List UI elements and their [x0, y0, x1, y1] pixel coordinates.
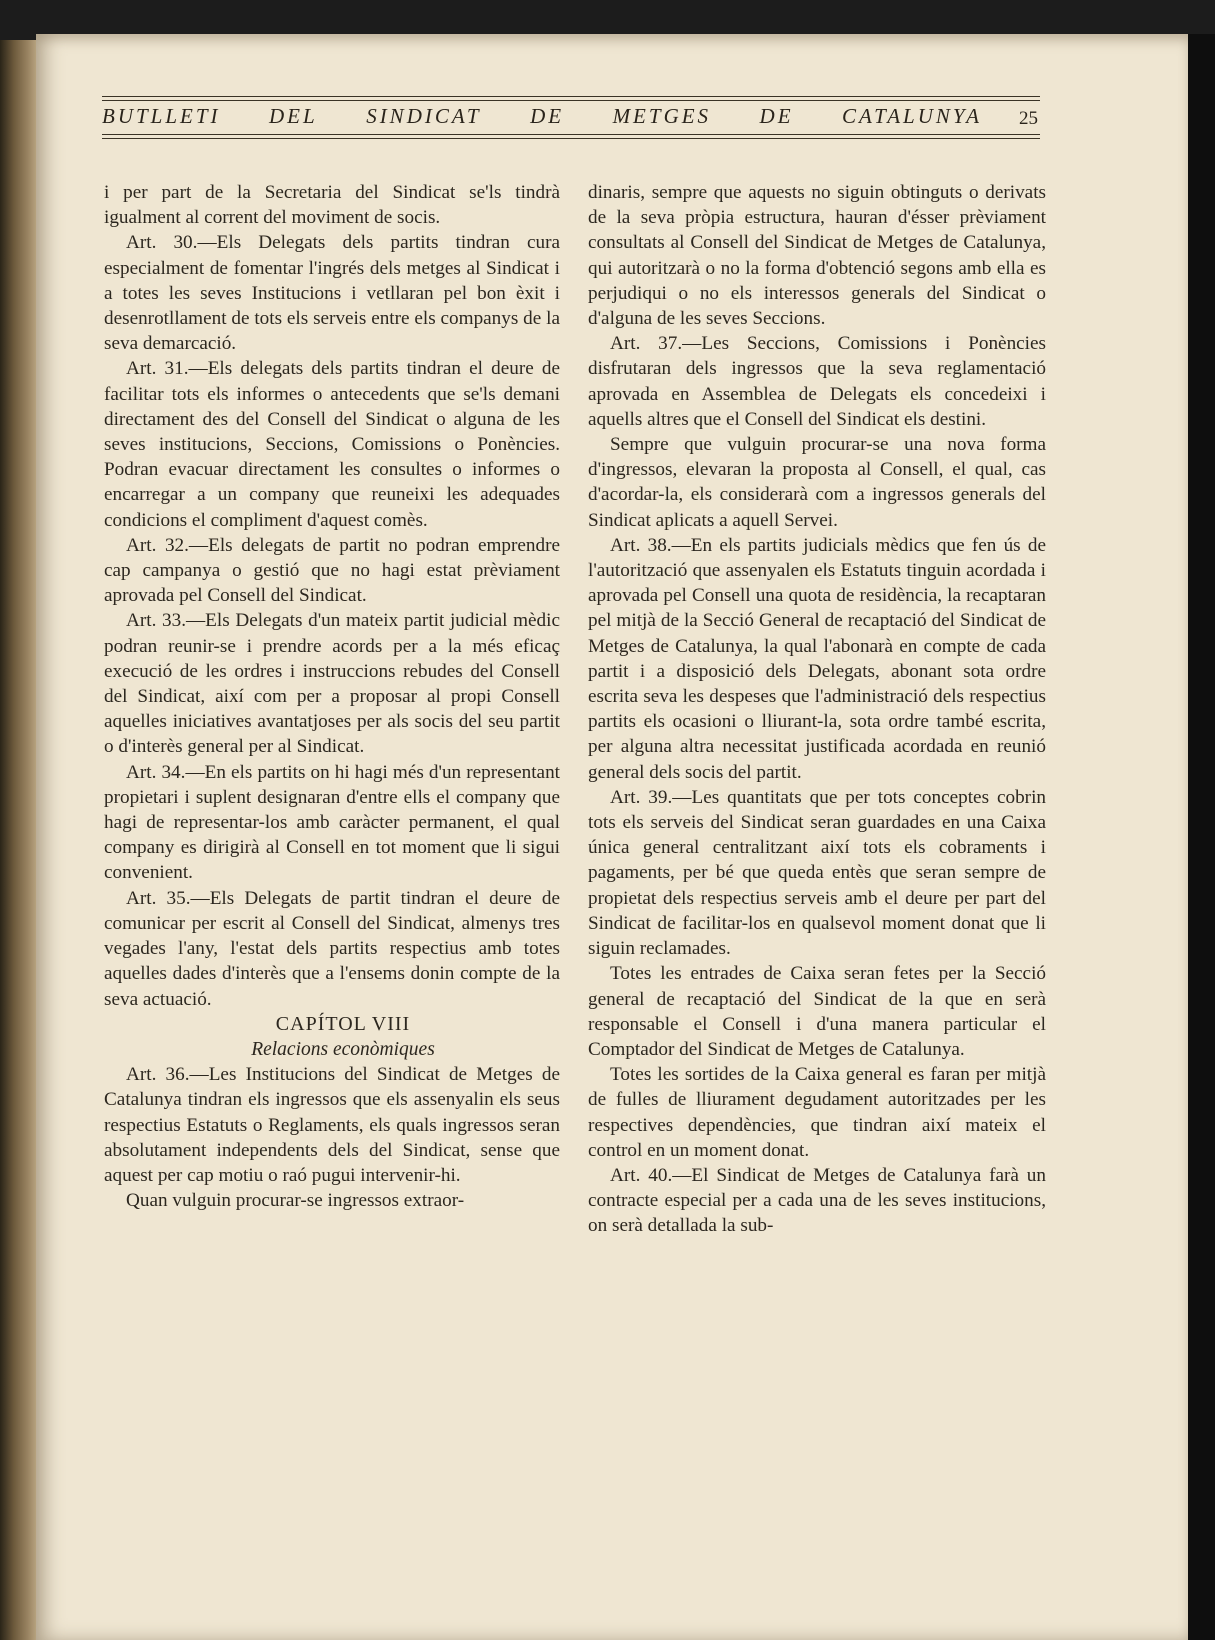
scan-edge [1188, 34, 1215, 1640]
page-number: 25 [1019, 108, 1038, 129]
header-word: CATALUNYA [842, 104, 982, 128]
left-column [104, 180, 560, 1213]
article-36: Art. 36.—Les Institucions del Sindicat de Metges de Catalunya tindran els ingressos que els assenyalin els seus respectius Estatuts o Reglaments, els quals ingressos seran absolutament independents dels del Sindicat, sense que aquest per cap motiu o raó pugui intervenir-hi. [104, 1064, 560, 1186]
paragraph: Totes les sortides de la Caixa general es faran per mitjà de fulles de lliurament degudament autoritzades per les respectives dependències, que tindran així mateix el control en un moment donat. [588, 1064, 1046, 1161]
paragraph: i per part de la Secretaria del Sindicat se'ls tindrà igualment al corrent del moviment de socis. [104, 182, 560, 229]
article-32: Art. 32.—Els delegats de partit no podran emprendre cap campanya o gestió que no hagi estat prèviament aprovada pel Consell del Sindicat. [104, 534, 560, 607]
header-rule-bottom [102, 134, 1040, 135]
header-word: SINDICAT [366, 104, 482, 128]
header-rule-top [102, 96, 1040, 97]
article-31: Art. 31.—Els delegats dels partits tindran el deure de facilitar tots els informes o antecedents que se'ls demani directament des del Consell del Sindicat o alguna de les seves institucions, Seccions, Comissions o Ponències. Podran evacuar directament les consultes o informes o encarregar a un company que reuneixi les adequades condicions el compliment d'aquest comès. [104, 358, 560, 531]
header-word: METGES [612, 104, 712, 128]
article-38: Art. 38.—En els partits judicials mèdics que fen ús de l'autorització que assenyalen els Estatuts tinguin acordada i aprovada pel Consell una quota de residència, la recaptaran pel mitjà de la Secció General de recaptació del Sindicat de Metges de Catalunya, la qual l'abonarà en compte de cada partit i a disposició dels Delegats, abonant sota ordre escrita seva les despeses que l'administració dels respectius partits els ocasioni o lliurant-la, sota ordre també escrita, per alguna altra necessitat justificada acordada en reunió general dels socis del partit. [588, 534, 1046, 783]
article-30: Art. 30.—Els Delegats dels partits tindran cura especialment de fomentar l'ingrés dels metges al Sindicat i a totes les seves Institucions i vetllaran pel bon èxit i desenrotllament de tots els serveis entre els companys de la seva demarcació. [104, 232, 560, 355]
header-word: DEL [269, 104, 318, 128]
header-word: BUTLLETI [102, 104, 221, 128]
header-rule-bottom-inner [102, 138, 1040, 139]
header-word: DE [759, 104, 794, 128]
article-34: Art. 34.—En els partits on hi hagi més d'un representant propietari i suplent designaran d'entre ells el company que hagi de representar-los amb caràcter permanent, el qual company es dirigirà al Consell en tot moment que li sigui convenient. [104, 761, 560, 884]
article-40: Art. 40.—El Sindicat de Metges de Catalunya farà un contracte especial per a cada una de les seves institucions, on serà detallada la sub- [588, 1164, 1046, 1237]
right-column [588, 180, 1046, 1239]
paragraph: Totes les entrades de Caixa seran fetes per la Secció general de recaptació del Sindicat de la que en serà responsable el Consell i d'una manera particular el Comptador del Sindicat de Metges de Catalunya. [588, 963, 1046, 1060]
header-word: DE [530, 104, 565, 128]
paragraph: dinaris, sempre que aquests no siguin obtinguts o derivats de la seva pròpia estructura, hauran d'ésser prèviament consultats al Consell del Sindicat de Metges de Catalunya, qui autoritzarà o no la forma d'obtenció segons amb ella es perjudiqui o no els interessos generals del Sindicat o d'alguna de les seves Seccions. [588, 182, 1046, 330]
article-35: Art. 35.—Els Delegats de partit tindran el deure de comunicar per escrit al Consell del Sindicat, almenys tres vegades l'any, l'estat dels partits respectius amb totes aquelles dades d'interès que a l'ensems donin compte de la seva actuació. [104, 887, 560, 1010]
header-rule-top-inner [102, 100, 1040, 101]
paragraph: Quan vulguin procurar-se ingressos extraor- [126, 1190, 465, 1212]
header-title [102, 104, 982, 129]
article-37: Art. 37.—Les Seccions, Comissions i Ponències disfrutaran dels ingressos que la seva reglamentació aprovada en Assemblea de Delegats els concedeixi i aquells altres que el Consell del Sindicat els destini. [588, 333, 1046, 430]
chapter-heading: CAPÍTOL VIII [275, 1012, 411, 1035]
article-39: Art. 39.—Les quantitats que per tots conceptes cobrin tots els serveis del Sindicat seran guardades en una Caixa única general centralitzant així tots els cobraments i pagaments, per bé que queda entès que seran sempre de propietat dels respectius serveis amb el deure per part del Sindicat de facilitar-los en qualsevol moment donat que li siguin reclamades. [588, 786, 1046, 960]
running-header [102, 96, 1040, 156]
book-binding [0, 40, 40, 1640]
paragraph: Sempre que vulguin procurar-se una nova forma d'ingressos, elevaran la proposta al Consell, el qual, cas d'acordar-la, els considerarà com a ingressos generals del Sindicat aplicats a aquell Servei. [588, 434, 1046, 531]
chapter-subtitle: Relacions econòmiques [251, 1038, 435, 1060]
article-33: Art. 33.—Els Delegats d'un mateix partit judicial mèdic podran reunir-se i prendre acords per a la més eficaç execució de les ordres i instruccions rebudes del Consell del Sindicat, així com per a proposar al propi Consell aquelles iniciatives avantatjoses per als socis del seu partit o d'interès general per al Sindicat. [104, 610, 560, 758]
